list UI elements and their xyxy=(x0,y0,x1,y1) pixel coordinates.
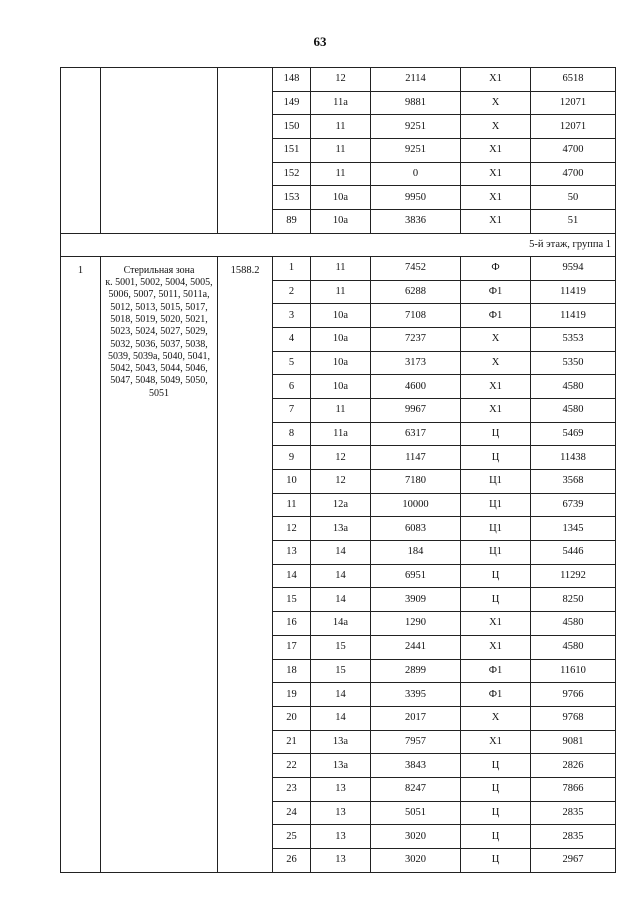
cell-n: 10 xyxy=(273,470,311,494)
blank-cell xyxy=(101,68,218,234)
cell-col5: 12071 xyxy=(531,115,616,139)
cell-col2: 15 xyxy=(311,659,371,683)
cell-n: 17 xyxy=(273,635,311,659)
cell-col2: 12 xyxy=(311,68,371,92)
zone-number: 1 xyxy=(61,256,101,872)
cell-col3: 9950 xyxy=(371,186,461,210)
cell-col2: 10а xyxy=(311,304,371,328)
cell-col3: 2017 xyxy=(371,706,461,730)
cell-col3: 4600 xyxy=(371,375,461,399)
cell-col5: 7866 xyxy=(531,777,616,801)
cell-col5: 12071 xyxy=(531,91,616,115)
cell-col2: 11 xyxy=(311,280,371,304)
cell-col5: 5446 xyxy=(531,541,616,565)
cell-col2: 12 xyxy=(311,446,371,470)
cell-col5: 2835 xyxy=(531,825,616,849)
cell-col3: 7180 xyxy=(371,470,461,494)
cell-col4: Х xyxy=(461,706,531,730)
cell-col3: 3020 xyxy=(371,825,461,849)
cell-col4: Ц1 xyxy=(461,470,531,494)
cell-col4: Ц xyxy=(461,754,531,778)
cell-col4: Х1 xyxy=(461,375,531,399)
cell-col2: 10а xyxy=(311,327,371,351)
cell-n: 18 xyxy=(273,659,311,683)
blank-cell xyxy=(61,68,101,234)
cell-col2: 13 xyxy=(311,849,371,873)
cell-col5: 50 xyxy=(531,186,616,210)
cell-col4: Х1 xyxy=(461,612,531,636)
cell-col4: Ц1 xyxy=(461,493,531,517)
cell-col4: Х1 xyxy=(461,398,531,422)
cell-col3: 6317 xyxy=(371,422,461,446)
cell-col2: 10а xyxy=(311,375,371,399)
cell-col5: 11292 xyxy=(531,564,616,588)
cell-col4: Х1 xyxy=(461,210,531,234)
cell-n: 6 xyxy=(273,375,311,399)
cell-col4: Х1 xyxy=(461,68,531,92)
zone-description xyxy=(101,256,218,872)
cell-col5: 6739 xyxy=(531,493,616,517)
data-table xyxy=(60,67,616,873)
page-number: 63 xyxy=(313,34,327,49)
cell-col3: 184 xyxy=(371,541,461,565)
group-header: 5-й этаж, группа 1 xyxy=(61,233,616,256)
cell-col3: 3173 xyxy=(371,351,461,375)
cell-n: 1 xyxy=(273,256,311,280)
cell-col3: 1147 xyxy=(371,446,461,470)
cell-col5: 5469 xyxy=(531,422,616,446)
cell-col2: 11 xyxy=(311,256,371,280)
cell-col2: 10а xyxy=(311,186,371,210)
cell-n: 153 xyxy=(273,186,311,210)
cell-col2: 14 xyxy=(311,683,371,707)
cell-col5: 9766 xyxy=(531,683,616,707)
cell-col4: Ц1 xyxy=(461,541,531,565)
cell-col4: Ф xyxy=(461,256,531,280)
cell-col3: 6951 xyxy=(371,564,461,588)
cell-col4: Ф1 xyxy=(461,304,531,328)
cell-col4: Ц xyxy=(461,849,531,873)
cell-col2: 11а xyxy=(311,422,371,446)
cell-col3: 0 xyxy=(371,162,461,186)
cell-n: 13 xyxy=(273,541,311,565)
table-row xyxy=(61,256,616,280)
cell-n: 8 xyxy=(273,422,311,446)
cell-col5: 9081 xyxy=(531,730,616,754)
cell-col3: 3836 xyxy=(371,210,461,234)
cell-col5: 51 xyxy=(531,210,616,234)
cell-col3: 3020 xyxy=(371,849,461,873)
cell-n: 148 xyxy=(273,68,311,92)
cell-col4: Х xyxy=(461,115,531,139)
cell-col5: 2967 xyxy=(531,849,616,873)
cell-n: 151 xyxy=(273,139,311,163)
cell-col2: 11 xyxy=(311,398,371,422)
cell-col3: 6083 xyxy=(371,517,461,541)
cell-col4: Х1 xyxy=(461,139,531,163)
cell-col2: 14 xyxy=(311,706,371,730)
cell-col4: Ц xyxy=(461,564,531,588)
cell-col3: 7452 xyxy=(371,256,461,280)
cell-col2: 12 xyxy=(311,470,371,494)
cell-n: 4 xyxy=(273,327,311,351)
cell-col2: 11а xyxy=(311,91,371,115)
cell-col3: 9967 xyxy=(371,398,461,422)
cell-col3: 5051 xyxy=(371,801,461,825)
cell-col5: 4580 xyxy=(531,612,616,636)
cell-col4: Ц xyxy=(461,825,531,849)
cell-col5: 4700 xyxy=(531,139,616,163)
cell-col2: 14 xyxy=(311,588,371,612)
cell-n: 150 xyxy=(273,115,311,139)
cell-col5: 11419 xyxy=(531,304,616,328)
cell-col2: 13 xyxy=(311,801,371,825)
cell-n: 89 xyxy=(273,210,311,234)
cell-col4: Ц xyxy=(461,801,531,825)
cell-col3: 2114 xyxy=(371,68,461,92)
cell-col2: 13а xyxy=(311,730,371,754)
cell-col4: Ф1 xyxy=(461,280,531,304)
cell-col5: 8250 xyxy=(531,588,616,612)
cell-col4: Ц1 xyxy=(461,517,531,541)
cell-n: 9 xyxy=(273,446,311,470)
blank-cell xyxy=(218,68,273,234)
cell-col2: 11 xyxy=(311,162,371,186)
cell-col3: 1290 xyxy=(371,612,461,636)
cell-n: 20 xyxy=(273,706,311,730)
cell-col5: 2835 xyxy=(531,801,616,825)
cell-n: 16 xyxy=(273,612,311,636)
cell-n: 152 xyxy=(273,162,311,186)
cell-col2: 14а xyxy=(311,612,371,636)
cell-col4: Х xyxy=(461,327,531,351)
cell-col3: 7957 xyxy=(371,730,461,754)
cell-col3: 6288 xyxy=(371,280,461,304)
cell-col3: 8247 xyxy=(371,777,461,801)
cell-col3: 2441 xyxy=(371,635,461,659)
cell-col4: Х xyxy=(461,351,531,375)
cell-col5: 6518 xyxy=(531,68,616,92)
cell-col4: Ц xyxy=(461,446,531,470)
cell-n: 26 xyxy=(273,849,311,873)
zone-area: 1588.2 xyxy=(218,256,273,872)
cell-n: 23 xyxy=(273,777,311,801)
cell-col5: 5353 xyxy=(531,327,616,351)
cell-col5: 11610 xyxy=(531,659,616,683)
cell-col3: 7108 xyxy=(371,304,461,328)
cell-col3: 2899 xyxy=(371,659,461,683)
cell-col4: Х1 xyxy=(461,186,531,210)
cell-col2: 13 xyxy=(311,777,371,801)
cell-col4: Х1 xyxy=(461,730,531,754)
cell-n: 12 xyxy=(273,517,311,541)
cell-col5: 9594 xyxy=(531,256,616,280)
cell-col4: Ф1 xyxy=(461,659,531,683)
cell-col3: 10000 xyxy=(371,493,461,517)
cell-col5: 9768 xyxy=(531,706,616,730)
cell-n: 7 xyxy=(273,398,311,422)
cell-col3: 9251 xyxy=(371,115,461,139)
cell-col2: 15 xyxy=(311,635,371,659)
cell-n: 21 xyxy=(273,730,311,754)
cell-n: 3 xyxy=(273,304,311,328)
cell-col4: Х1 xyxy=(461,635,531,659)
cell-col2: 12а xyxy=(311,493,371,517)
cell-n: 19 xyxy=(273,683,311,707)
cell-col3: 3909 xyxy=(371,588,461,612)
cell-col3: 9881 xyxy=(371,91,461,115)
cell-col4: Ц xyxy=(461,777,531,801)
cell-col5: 4580 xyxy=(531,635,616,659)
cell-n: 11 xyxy=(273,493,311,517)
cell-col2: 13а xyxy=(311,754,371,778)
cell-col2: 13а xyxy=(311,517,371,541)
cell-col3: 9251 xyxy=(371,139,461,163)
cell-n: 22 xyxy=(273,754,311,778)
cell-col5: 3568 xyxy=(531,470,616,494)
cell-n: 25 xyxy=(273,825,311,849)
cell-n: 2 xyxy=(273,280,311,304)
cell-n: 15 xyxy=(273,588,311,612)
cell-col4: Ц xyxy=(461,422,531,446)
cell-col2: 11 xyxy=(311,115,371,139)
cell-col5: 4580 xyxy=(531,398,616,422)
cell-col4: Х xyxy=(461,91,531,115)
cell-col2: 11 xyxy=(311,139,371,163)
cell-n: 5 xyxy=(273,351,311,375)
table-row xyxy=(61,68,616,92)
cell-n: 14 xyxy=(273,564,311,588)
cell-col5: 2826 xyxy=(531,754,616,778)
cell-col5: 4580 xyxy=(531,375,616,399)
cell-n: 149 xyxy=(273,91,311,115)
cell-col2: 10а xyxy=(311,351,371,375)
cell-col5: 5350 xyxy=(531,351,616,375)
cell-col4: Ц xyxy=(461,588,531,612)
cell-col2: 14 xyxy=(311,541,371,565)
cell-col2: 10а xyxy=(311,210,371,234)
cell-col4: Х1 xyxy=(461,162,531,186)
cell-col4: Ф1 xyxy=(461,683,531,707)
cell-n: 24 xyxy=(273,801,311,825)
cell-col3: 3395 xyxy=(371,683,461,707)
cell-col3: 7237 xyxy=(371,327,461,351)
cell-col2: 14 xyxy=(311,564,371,588)
cell-col5: 11438 xyxy=(531,446,616,470)
group-header-row xyxy=(61,233,616,256)
cell-col5: 1345 xyxy=(531,517,616,541)
cell-col5: 4700 xyxy=(531,162,616,186)
cell-col5: 11419 xyxy=(531,280,616,304)
cell-col2: 13 xyxy=(311,825,371,849)
cell-col3: 3843 xyxy=(371,754,461,778)
zone-name: Стерильная зона xyxy=(123,264,195,276)
zone-rooms: к. 5001, 5002, 5004, 5005, 5006, 5007, 5011, 5011а, 5012, 5013, 5015, 5017, 5018, 5019, 5020, 5021, 5023, 5024, 5027, 5029, 5032, 5036, 5037, 5038, 5039, 5039а, 5040, 5041, 5042, 5043, 5044, 5046, 5047, 5048, 5049, 5050, 5051 xyxy=(105,277,213,399)
